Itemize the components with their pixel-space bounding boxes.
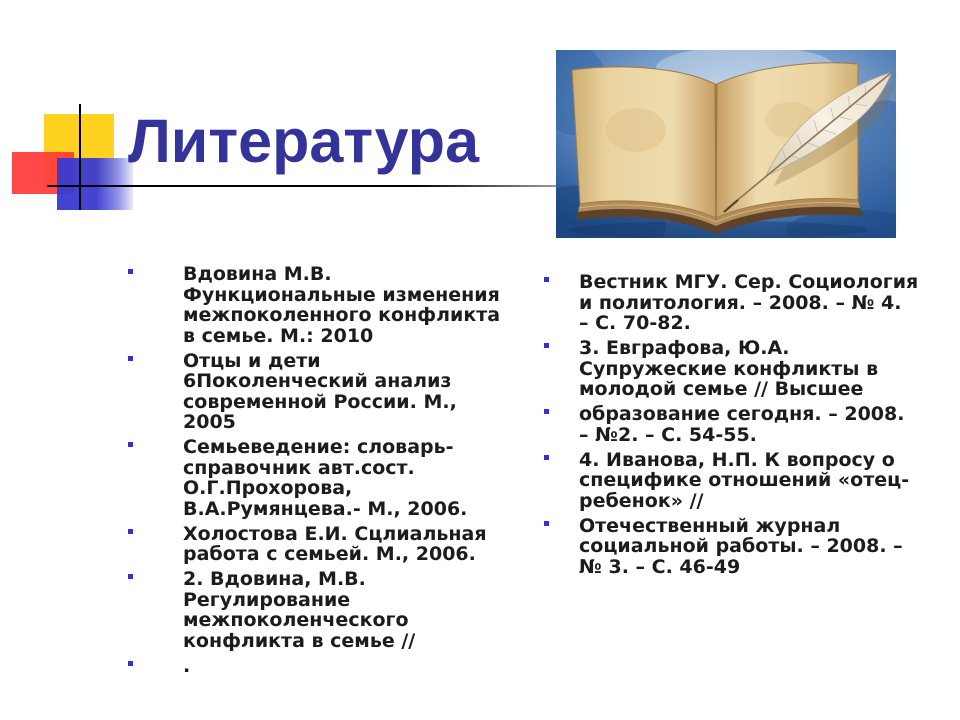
reference-line: современной России. М.,: [183, 390, 457, 413]
reference-line: межпоколенческого: [183, 609, 409, 631]
reference-line: Отечественный журнал: [579, 514, 841, 537]
reference-item: [544, 450, 918, 512]
reference-text: [128, 656, 500, 677]
reference-item: [128, 569, 500, 651]
reference-line: Отцы и дети: [183, 349, 321, 372]
reference-line: Вестник МГУ. Сер. Социология: [579, 271, 919, 293]
reference-text: [128, 524, 500, 565]
reference-item: [128, 524, 500, 565]
reference-item: [544, 516, 918, 578]
reference-item: [544, 404, 918, 445]
reference-text: [544, 404, 918, 445]
reference-item: [128, 264, 500, 346]
reference-line: образование сегодня. – 2008.: [579, 403, 905, 425]
reference-text: [544, 516, 918, 578]
reference-line: В.А.Румянцева.- М., 2006.: [183, 497, 468, 520]
reference-item: [128, 656, 500, 677]
reference-text: [544, 272, 918, 334]
reference-item: [544, 338, 918, 400]
square-bullet-icon: [128, 442, 133, 447]
reference-item: [128, 351, 500, 433]
reference-line: Супружеские конфликты в: [579, 357, 879, 380]
square-bullet-icon: [128, 269, 133, 274]
reference-text: [128, 264, 500, 346]
reference-line: .: [183, 654, 191, 677]
reference-line: – С. 70-82.: [579, 312, 691, 334]
square-bullet-icon: [128, 529, 133, 534]
square-bullet-icon: [544, 521, 549, 526]
slide-title: Литература: [128, 107, 479, 175]
open-book-quill-image: [556, 50, 896, 238]
reference-line: ребенок» //: [579, 489, 704, 512]
square-bullet-icon: [544, 409, 549, 414]
reference-line: молодой семье // Высшее: [579, 378, 864, 400]
reference-text: [128, 569, 500, 651]
reference-line: социальной работы. – 2008. –: [579, 535, 903, 557]
reference-line: № 3. – С. 46-49: [579, 555, 741, 578]
right-reference-list: [544, 272, 918, 582]
reference-line: в семье. М.: 2010: [183, 324, 374, 347]
square-bullet-icon: [128, 574, 133, 579]
left-reference-list: [128, 264, 500, 681]
blue-square-decoration: [57, 158, 133, 210]
reference-line: 2005: [183, 411, 236, 433]
reference-line: 3. Евграфова, Ю.А.: [579, 337, 790, 359]
reference-text: [128, 437, 500, 519]
reference-line: Холостова Е.И. Сцлиальная: [183, 522, 487, 545]
reference-line: О.Г.Прохорова,: [183, 477, 353, 499]
horizontal-rule: [47, 185, 556, 187]
reference-line: Вдовина М.В.: [183, 263, 332, 285]
reference-line: Семьеведение: словарь-: [183, 436, 454, 458]
reference-line: работа с семьей. М., 2006.: [183, 543, 476, 565]
square-bullet-icon: [544, 343, 549, 348]
reference-line: 2. Вдовина, М.В.: [183, 568, 366, 590]
reference-line: справочник авт.сост.: [183, 456, 415, 479]
reference-line: конфликта в семье //: [183, 629, 416, 652]
reference-item: [544, 272, 918, 334]
reference-line: Функциональные изменения: [183, 283, 500, 306]
reference-line: специфике отношений «отец-: [579, 469, 910, 491]
reference-line: – №2. – С. 54-55.: [579, 423, 757, 446]
reference-item: [128, 437, 500, 519]
square-bullet-icon: [544, 455, 549, 460]
vertical-rule: [79, 104, 81, 210]
reference-text: [544, 338, 918, 400]
square-bullet-icon: [128, 356, 133, 361]
reference-line: межпоколенного конфликта: [183, 304, 501, 326]
reference-text: [544, 450, 918, 512]
reference-text: [128, 351, 500, 433]
reference-line: и политология. – 2008. – № 4.: [579, 291, 902, 314]
reference-line: 6Поколенческий анализ: [183, 370, 452, 392]
square-bullet-icon: [128, 661, 133, 666]
reference-line: 4. Иванова, Н.П. К вопросу о: [579, 448, 895, 471]
square-bullet-icon: [544, 277, 549, 282]
reference-line: Регулирование: [183, 588, 351, 611]
